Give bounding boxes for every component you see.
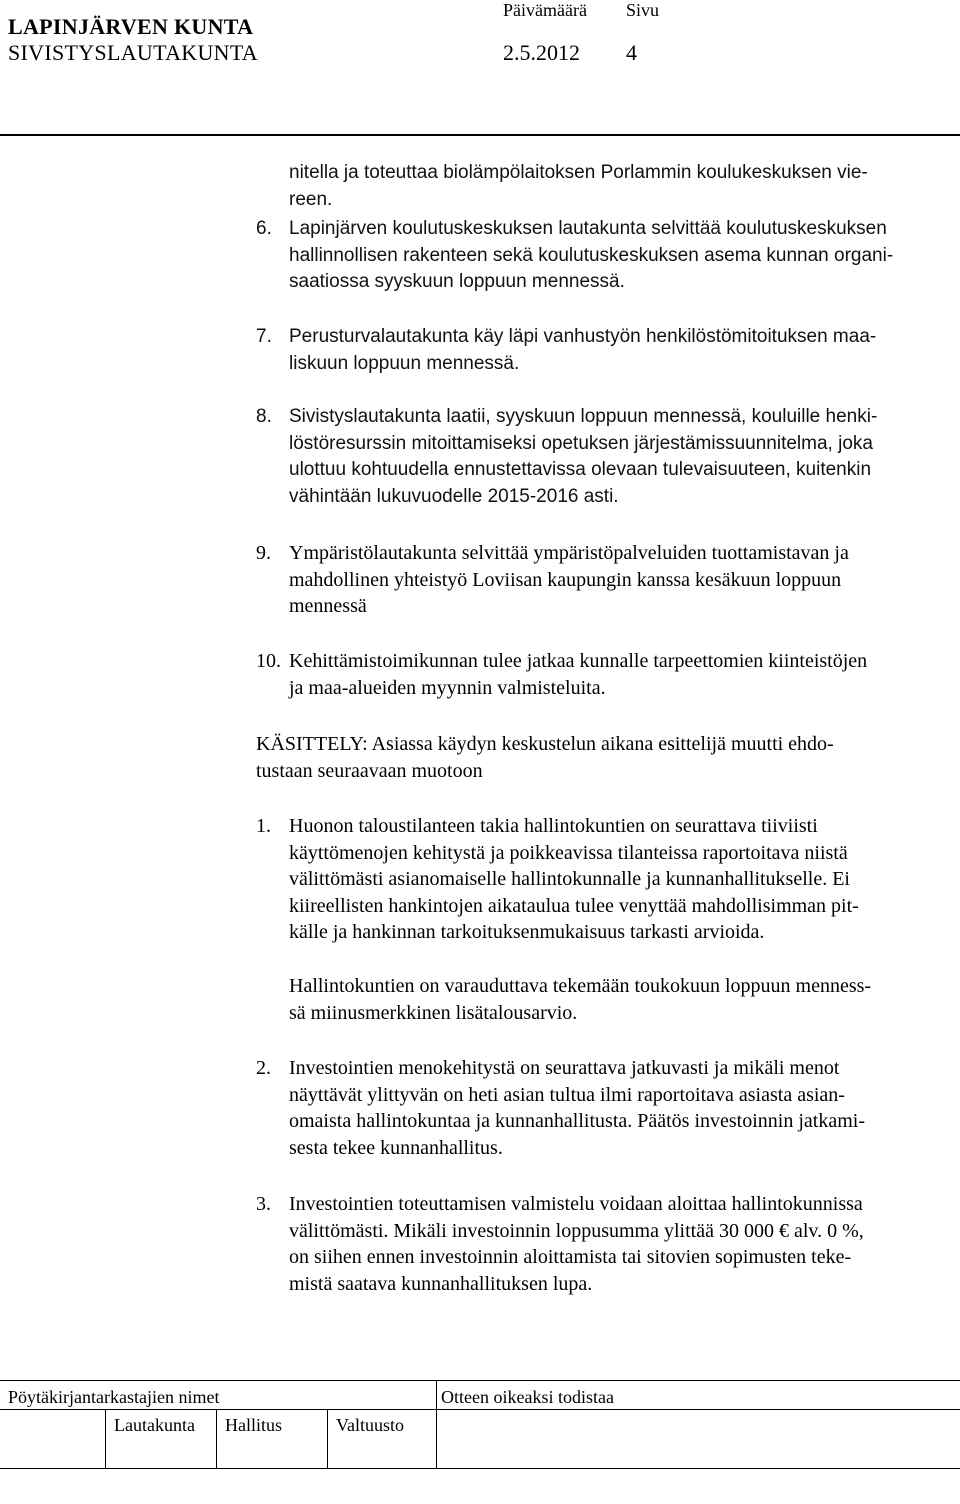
checkers-label: Pöytäkirjantarkastajien nimet [8,1387,220,1407]
organization-name: LAPINJÄRVEN KUNTA [8,14,254,39]
list-item: Kehittämistoimikunnan tulee jatkaa kunnalle tarpeettomien kiinteistöjen ja maa-alueiden myynnin valmisteluita. [289,650,868,699]
list-item: Investointien toteuttamisen valmistelu voidaan aloittaa hallintokunnissa välittömästi. Mikäli investoinnin loppusumma ylittää 30 000 € alv. 0 %, on siihen ennen investoinnin aloittamista tai sitovien sopimusten teke- mistä saatava kunnanhallituksen lupa. [289,1193,864,1295]
list-number: 10. [256,650,281,672]
list-item: Investointien menokehitystä on seurattava jatkuvasti ja mikäli menot näyttävät ylittyvän on heti asian tultua ilmi raportoitava asiasta asian- omaista hallintokuntaa ja kunnanhallitusta. Päätös investoinnin jatkami- sesta tekee kunnanhallitus. [289,1057,865,1159]
kasittely-paragraph: KÄSITTELY: Asiassa käydyn keskustelun aikana esittelijä muutti ehdo- tustaan seuraavaan muotoon [256,733,834,782]
footer-table [0,1380,960,1469]
list-item: Lapinjärven koulutuskeskuksen lautakunta selvittää koulutuskeskuksen hallinnollisen rakenteen sekä koulutuskeskuksen asema kunnan organi- saatiossa syyskuun loppuun mennessä. [289,218,894,292]
list-item: Ympäristölautakunta selvittää ympäristöpalveluiden tuottamistavan ja mahdollinen yhteistyö Loviisan kaupungin kanssa kesäkuun loppuun mennessä [289,542,849,617]
footer-divider [436,1381,437,1469]
list-item-continuation: Hallintokuntien on varauduttava tekemään toukokuun loppuun menness- sä miinusmerkkinen lisätalousarvio. [289,975,872,1024]
list-item: Sivistyslautakunta laatii, syyskuun loppuun mennessä, kouluille henki- löstöresurssin mitoittamiseksi opetuksen järjestämissuunnitelma, joka ulottuu kohtuudella ennustettavissa olevaan tulevaisuuteen, kuitenkin vähintään lukuvuodelle 2015-2016 asti. [289,406,878,507]
list-number: 8. [256,406,272,427]
footer-divider [105,1409,106,1469]
list-number: 9. [256,542,271,564]
list-number: 3. [256,1193,271,1215]
list-number: 7. [256,326,272,347]
list-item: Huonon taloustilanteen takia hallintokuntien on seurattava tiiviisti käyttömenojen kehitystä ja poikkeavissa tilanteissa raportoitava niistä välittömästi asianomaiselle hallintokunnalle ja kunnanhallitukselle. Ei kiireellisten hankintojen aikataulua tulee venyttää mahdollisimman pit- källe ja hankinnan tarkoituksenmukaisuus tarkasti arvioida. [289,815,859,943]
page-label: Sivu [626,0,660,20]
lautakunta-label: Lautakunta [114,1415,195,1435]
header-rule [0,134,960,136]
list-number: 2. [256,1057,271,1079]
footer-divider [216,1409,217,1469]
hallitus-label: Hallitus [225,1415,282,1435]
list-item: Perusturvalautakunta käy läpi vanhustyön henkilöstömitoituksen maa- liskuun loppuun mennessä. [289,326,877,374]
document-date: 2.5.2012 [503,40,580,65]
date-label: Päivämäärä [503,0,587,20]
page-number: 4 [626,40,637,65]
footer-divider [0,1409,960,1410]
footer-divider [0,1468,960,1469]
valtuusto-label: Valtuusto [336,1415,405,1435]
department-name: SIVISTYSLAUTAKUNTA [8,40,258,65]
continued-paragraph: nitella ja toteuttaa biolämpölaitoksen Porlammin koulukeskuksen vie- reen. [289,162,868,210]
footer-divider [327,1409,328,1469]
list-number: 1. [256,815,271,837]
certified-label: Otteen oikeaksi todistaa [441,1387,614,1407]
list-number: 6. [256,218,272,239]
